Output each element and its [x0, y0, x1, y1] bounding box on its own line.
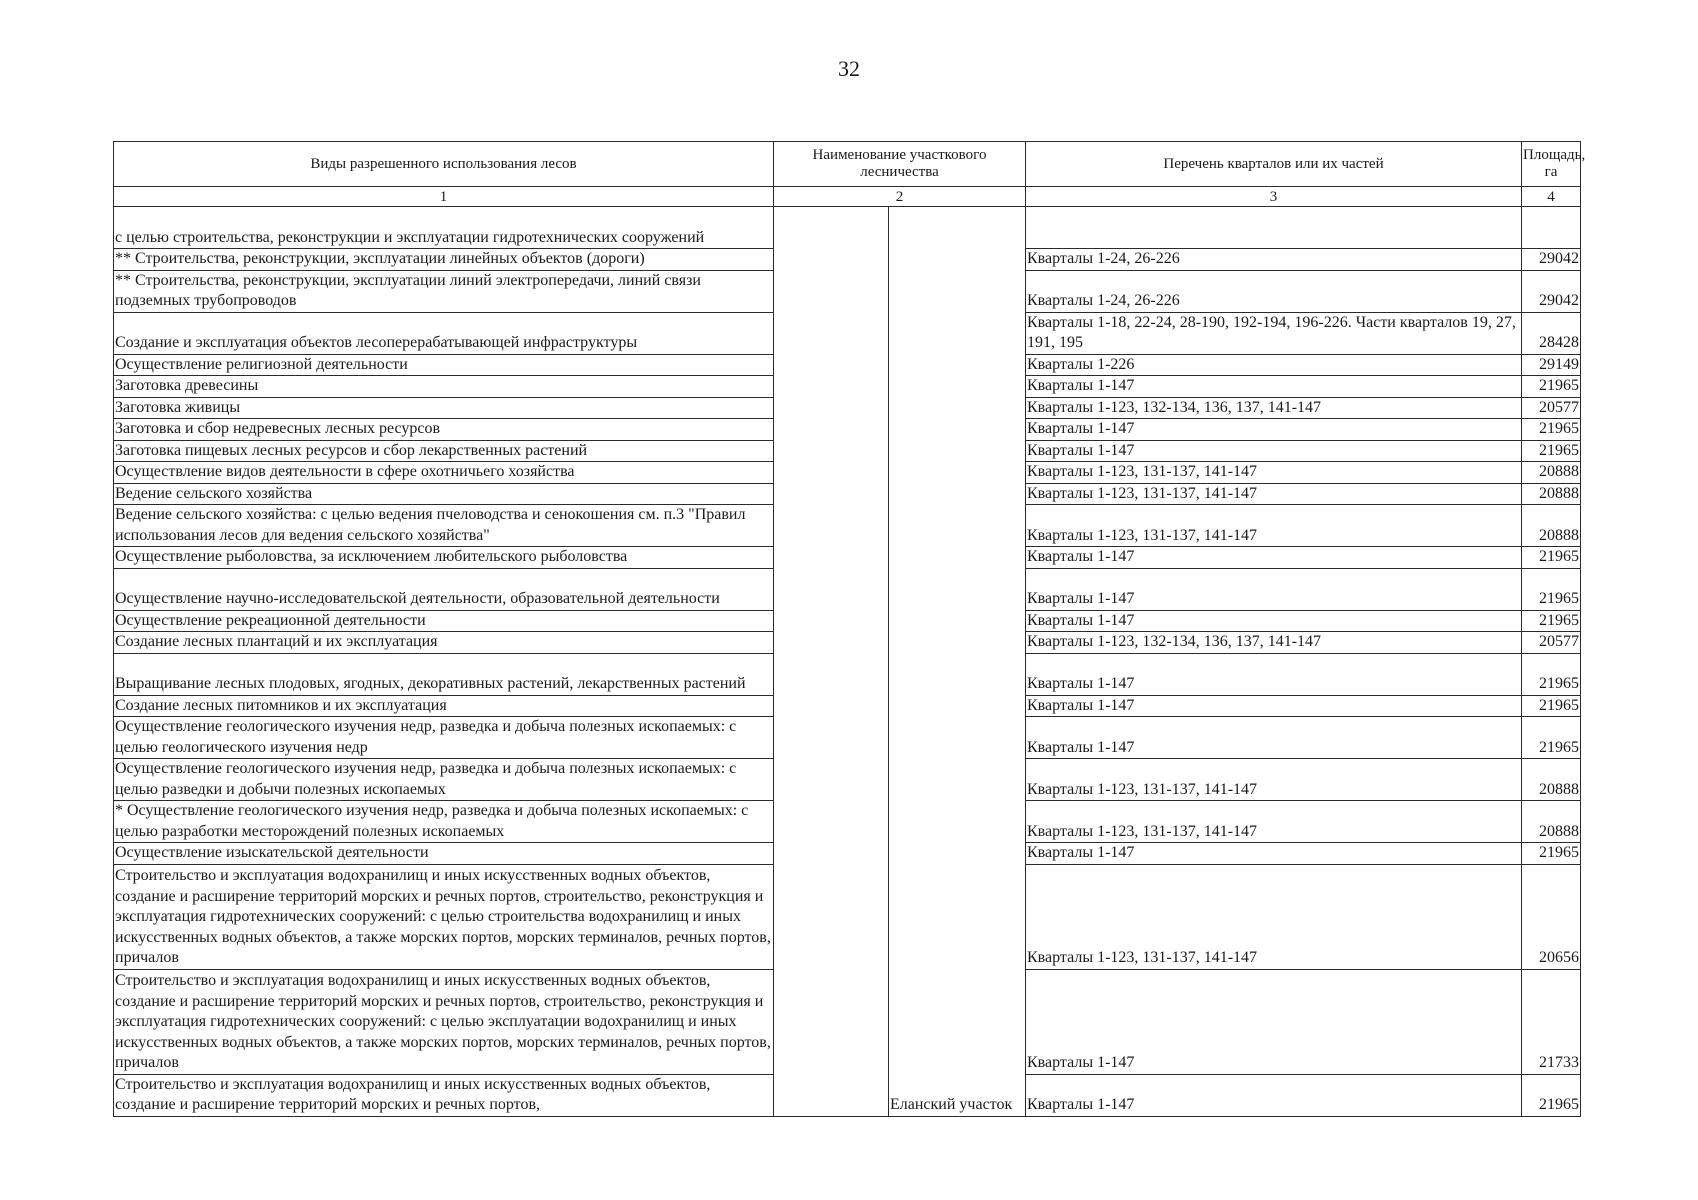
use-cell: Строительство и эксплуатация водохранилищ и иных искусственных водных объектов, создание и расширение территорий морских и речных портов, строительство, реконструкция и эксплуатация гидротехнических сооружений: с целью эксплуатации водохранилищ и иных искусственных водных объектов, а также морских портов, морских терминалов, речных портов, причалов	[114, 969, 774, 1074]
page-number: 32	[838, 56, 860, 81]
use-cell: Осуществление религиозной деятельности	[114, 354, 774, 376]
area-cell: 29149	[1522, 354, 1581, 376]
area-cell: 20888	[1522, 759, 1581, 801]
area-cell: 21965	[1522, 419, 1581, 441]
area-cell: 21965	[1522, 653, 1581, 695]
use-cell: Осуществление изыскательской деятельности	[114, 843, 774, 865]
quarters-cell: Кварталы 1-147	[1026, 568, 1522, 610]
quarters-cell: Кварталы 1-147	[1026, 440, 1522, 462]
quarters-cell: Кварталы 1-226	[1026, 354, 1522, 376]
area-cell: 21965	[1522, 717, 1581, 759]
quarters-cell: Кварталы 1-147	[1026, 969, 1522, 1074]
quarters-cell: Кварталы 1-18, 22-24, 28-190, 192-194, 196-226. Части кварталов 19, 27, 191, 195	[1026, 312, 1522, 354]
quarters-cell: Кварталы 1-24, 26-226	[1026, 249, 1522, 271]
quarters-cell: Кварталы 1-123, 132-134, 136, 137, 141-147	[1026, 397, 1522, 419]
quarters-cell	[1026, 207, 1522, 249]
area-cell: 21965	[1522, 610, 1581, 632]
area-cell: 20577	[1522, 632, 1581, 654]
area-cell: 21965	[1522, 695, 1581, 717]
use-cell: Заготовка и сбор недревесных лесных ресурсов	[114, 419, 774, 441]
use-cell: * Осуществление геологического изучения недр, разведка и добыча полезных ископаемых: с целью разработки месторождений полезных ископаемых	[114, 801, 774, 843]
quarters-cell: Кварталы 1-123, 131-137, 141-147	[1026, 462, 1522, 484]
use-cell: Осуществление видов деятельности в сфере охотничьего хозяйства	[114, 462, 774, 484]
area-cell: 21965	[1522, 568, 1581, 610]
column-number: 3	[1026, 187, 1522, 207]
header-forestry-name: Наименование участкового лесничества	[774, 142, 1026, 187]
use-cell: Строительство и эксплуатация водохранилищ и иных искусственных водных объектов, создание и расширение территорий морских и речных портов,	[114, 1074, 774, 1116]
area-cell: 21965	[1522, 1074, 1581, 1116]
use-cell: Осуществление научно-исследовательской деятельности, образовательной деятельности	[114, 568, 774, 610]
use-cell: Осуществление геологического изучения недр, разведка и добыча полезных ископаемых: с целью разведки и добычи полезных ископаемых	[114, 759, 774, 801]
area-cell: 21965	[1522, 376, 1581, 398]
use-cell: Создание лесных питомников и их эксплуатация	[114, 695, 774, 717]
area-cell: 28428	[1522, 312, 1581, 354]
quarters-cell: Кварталы 1-147	[1026, 843, 1522, 865]
quarters-cell: Кварталы 1-147	[1026, 695, 1522, 717]
column-number-row	[114, 187, 1581, 207]
area-cell: 29042	[1522, 270, 1581, 312]
area-cell: 20656	[1522, 864, 1581, 969]
use-cell: Ведение сельского хозяйства: с целью ведения пчеловодства и сенокошения см. п.3 "Правил использования лесов для ведения сельского хозяйства"	[114, 505, 774, 547]
area-cell: 21965	[1522, 440, 1581, 462]
forestry-site-cell: Еланский участок	[889, 207, 1026, 1117]
quarters-cell: Кварталы 1-24, 26-226	[1026, 270, 1522, 312]
column-number: 4	[1522, 187, 1581, 207]
forestry-blank-cell	[774, 207, 889, 1117]
area-cell	[1522, 207, 1581, 249]
quarters-cell: Кварталы 1-147	[1026, 610, 1522, 632]
use-cell: Строительство и эксплуатация водохранилищ и иных искусственных водных объектов, создание и расширение территорий морских и речных портов, строительство, реконструкция и эксплуатация гидротехнических сооружений: с целью строительства водохранилищ и иных искусственных водных объектов, а также морских портов, морских терминалов, речных портов, причалов	[114, 864, 774, 969]
use-cell: Осуществление рыболовства, за исключением любительского рыболовства	[114, 547, 774, 569]
area-cell: 20888	[1522, 483, 1581, 505]
quarters-cell: Кварталы 1-123, 132-134, 136, 137, 141-147	[1026, 632, 1522, 654]
quarters-cell: Кварталы 1-123, 131-137, 141-147	[1026, 505, 1522, 547]
use-cell: ** Строительства, реконструкции, эксплуатации линейных объектов (дороги)	[114, 249, 774, 271]
column-number: 1	[114, 187, 774, 207]
area-cell: 20577	[1522, 397, 1581, 419]
table-row	[114, 207, 1581, 249]
area-cell: 20888	[1522, 801, 1581, 843]
quarters-cell: Кварталы 1-147	[1026, 1074, 1522, 1116]
use-cell: с целью строительства, реконструкции и эксплуатации гидротехнических сооружений	[114, 207, 774, 249]
use-cell: Заготовка живицы	[114, 397, 774, 419]
use-cell: Заготовка пищевых лесных ресурсов и сбор лекарственных растений	[114, 440, 774, 462]
quarters-cell: Кварталы 1-123, 131-137, 141-147	[1026, 801, 1522, 843]
header-quarters: Перечень кварталов или их частей	[1026, 142, 1522, 187]
use-cell: Осуществление рекреационной деятельности	[114, 610, 774, 632]
quarters-cell: Кварталы 1-147	[1026, 419, 1522, 441]
quarters-cell: Кварталы 1-147	[1026, 376, 1522, 398]
quarters-cell: Кварталы 1-147	[1026, 547, 1522, 569]
quarters-cell: Кварталы 1-147	[1026, 653, 1522, 695]
area-cell: 20888	[1522, 462, 1581, 484]
area-cell: 21965	[1522, 547, 1581, 569]
area-cell: 21733	[1522, 969, 1581, 1074]
quarters-cell: Кварталы 1-123, 131-137, 141-147	[1026, 864, 1522, 969]
use-cell: Выращивание лесных плодовых, ягодных, декоративных растений, лекарственных растений	[114, 653, 774, 695]
quarters-cell: Кварталы 1-147	[1026, 717, 1522, 759]
column-number: 2	[774, 187, 1026, 207]
use-cell: Ведение сельского хозяйства	[114, 483, 774, 505]
use-cell: Создание и эксплуатация объектов лесоперерабатывающей инфраструктуры	[114, 312, 774, 354]
quarters-cell: Кварталы 1-123, 131-137, 141-147	[1026, 759, 1522, 801]
quarters-cell: Кварталы 1-123, 131-137, 141-147	[1026, 483, 1522, 505]
area-cell: 21965	[1522, 843, 1581, 865]
area-cell: 20888	[1522, 505, 1581, 547]
use-cell: ** Строительства, реконструкции, эксплуатации линий электропередачи, линий связи подземных трубопроводов	[114, 270, 774, 312]
forest-use-table	[113, 141, 1586, 1117]
use-cell: Создание лесных плантаций и их эксплуатация	[114, 632, 774, 654]
area-cell: 29042	[1522, 249, 1581, 271]
use-cell: Заготовка древесины	[114, 376, 774, 398]
header-use-types: Виды разрешенного использования лесов	[114, 142, 774, 187]
header-area: Площадь, га	[1522, 142, 1581, 187]
table-header-row	[114, 142, 1581, 187]
use-cell: Осуществление геологического изучения недр, разведка и добыча полезных ископаемых: с целью геологического изучения недр	[114, 717, 774, 759]
